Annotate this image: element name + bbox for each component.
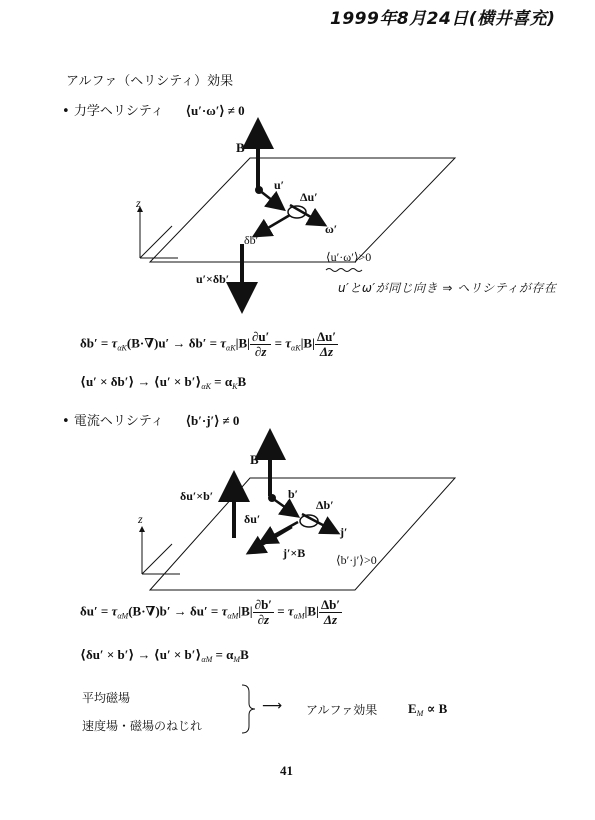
- y-axis-2: [142, 544, 172, 574]
- summary-brace: [240, 684, 260, 734]
- db-label-1: δb′: [244, 233, 259, 247]
- section2-title: 電流ヘリシティ: [73, 414, 164, 429]
- z-label-2: z: [138, 512, 143, 526]
- equation-induction-1: $\delta b' = \tau_{\alpha K}(B\cdot\nabla)u' \to \delta b' = \tau_{\alpha K}|B|$ $\frac{\partial u'}{\partial z}$ = $\tau_{\alpha K}|B|$ $\frac{\Delta u'}{\Delta z}$: [80, 329, 337, 359]
- handwritten-note: u′とω′が同じ向き ⇒ ヘリシティが存在: [338, 281, 557, 295]
- plane-1: [150, 158, 455, 262]
- B-label-1: B: [236, 140, 245, 155]
- summary-arrow: ⟶: [262, 698, 283, 714]
- du-label-2: δu′: [244, 512, 261, 526]
- summary-item-twist: 速度場・磁場のねじれ: [82, 719, 203, 733]
- section1-condition: ⟨u′·ω′⟩ ≠ 0: [185, 103, 245, 118]
- jxB-label: j′×B: [283, 546, 306, 560]
- db-arrow-1: [256, 215, 290, 235]
- omega-label: ω′: [325, 222, 338, 236]
- du-arrow-2: [262, 522, 298, 542]
- equation-emf-1: ⟨u′ × δb′⟩ → ⟨u′ × $b'⟩_{\alpha K} = \alpha_KB$: [80, 374, 247, 391]
- omega-arrow: [290, 205, 323, 224]
- helicity-annotation-2: ⟨b′·j′⟩>0: [336, 553, 377, 567]
- b-label-2: b′: [288, 487, 299, 501]
- equation-emf-2: ⟨δu′ × b′⟩ → ⟨u′ × $b'⟩_{\alpha M} = \alpha_MB$: [80, 647, 249, 664]
- u-label-1: u′: [274, 178, 285, 192]
- wavy-underline: [326, 269, 362, 272]
- bullet: •: [62, 414, 70, 429]
- j-label: j′: [340, 525, 348, 539]
- handwritten-date: 1999年8月24日(横井喜充): [330, 9, 556, 29]
- helicity-annotation-1: ⟨u′·ω′⟩>0: [326, 250, 372, 264]
- equation-induction-2: $\delta u' = \tau_{\alpha M}(B\cdot\nabla)b' \to \delta u' = \tau_{\alpha M}|B|$ $\frac{\partial b'}{\partial z}$ = $\tau_{\alpha M}|B|$ $\frac{\Delta b'}{\Delta z}$: [80, 597, 340, 627]
- duxb-label: δu′×b′: [180, 489, 214, 503]
- y-axis-1: [140, 226, 172, 258]
- summary-formula: $E_M \propto B$: [408, 701, 448, 718]
- uxdb-label: u′×δb′: [196, 272, 230, 286]
- diagram-current-helicity: [0, 420, 595, 600]
- du-label-1: Δu′: [300, 190, 318, 204]
- section1-title: 力学ヘリシティ: [73, 104, 164, 119]
- page-title: アルファ（ヘリシティ）効果: [66, 74, 234, 89]
- summary-result: アルファ効果: [306, 703, 378, 717]
- section2-condition: ⟨b′·j′⟩ ≠ 0: [185, 413, 240, 428]
- z-label-1: z: [136, 196, 141, 210]
- page-number: 41: [280, 763, 293, 778]
- B-label-2: B: [250, 452, 259, 467]
- j-arrow: [302, 514, 336, 532]
- bullet: •: [62, 104, 70, 119]
- db-label-2: Δb′: [316, 498, 334, 512]
- summary-item-mean-field: 平均磁場: [82, 691, 131, 705]
